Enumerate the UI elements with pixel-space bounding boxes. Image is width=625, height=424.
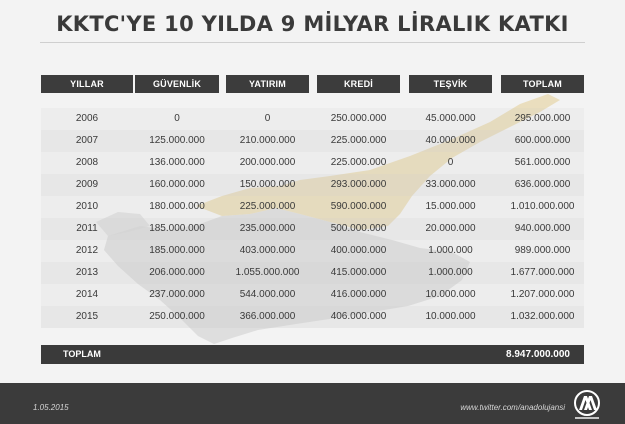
- table-cell-yatirim: 210.000.000: [239, 135, 296, 146]
- total-label: TOPLAM: [63, 349, 101, 359]
- table-cell-year: 2008: [75, 157, 99, 168]
- table-cell-tesvik: 10.000.000: [425, 289, 476, 300]
- table-cell-tesvik: 33.000.000: [425, 179, 476, 190]
- table-cell-guvenlik: 237.000.000: [149, 289, 205, 300]
- table-cell-toplam: 1.010.000.000: [510, 201, 575, 212]
- table-row: [41, 218, 584, 240]
- table-cell-kredi: 293.000.000: [330, 179, 387, 190]
- table-cell-guvenlik: 206.000.000: [149, 267, 205, 278]
- table-cell-tesvik: 0: [447, 157, 454, 168]
- table-cell-yatirim: 403.000.000: [239, 245, 296, 256]
- table-row: [41, 284, 584, 306]
- footer-date: 1.05.2015: [33, 403, 69, 412]
- table-cell-tesvik: 10.000.000: [425, 311, 476, 322]
- table-cell-toplam: 989.000.000: [514, 245, 571, 256]
- table-cell-guvenlik: 0: [174, 113, 180, 124]
- anadolu-agency-logo: [570, 388, 604, 422]
- table-cell-kredi: 415.000.000: [330, 267, 387, 278]
- footer-bar: [0, 383, 625, 424]
- table-cell-year: 2015: [75, 311, 99, 322]
- table-cell-tesvik: 15.000.000: [425, 201, 476, 212]
- table-cell-yatirim: 225.000.000: [239, 201, 296, 212]
- table-cell-kredi: 225.000.000: [330, 157, 387, 168]
- table-cell-year: 2010: [75, 201, 99, 212]
- table-cell-guvenlik: 185.000.000: [149, 245, 205, 256]
- table-row: [41, 130, 584, 152]
- table-cell-toplam: 561.000.000: [514, 157, 571, 168]
- table-row: [41, 152, 584, 174]
- header-cell-yillar: YILLAR: [41, 75, 133, 93]
- table-cell-toplam: 1.032.000.000: [510, 311, 575, 322]
- twitter-link[interactable]: www.twitter.com/anadolujansi: [460, 403, 565, 412]
- table-cell-yatirim: 1.055.000.000: [235, 267, 300, 278]
- table-cell-toplam: 600.000.000: [514, 135, 571, 146]
- table-cell-guvenlik: 180.000.000: [149, 201, 205, 212]
- table-row: [41, 262, 584, 284]
- table-cell-year: 2007: [75, 135, 99, 146]
- table-cell-year: 2006: [75, 113, 99, 124]
- table-cell-guvenlik: 160.000.000: [149, 179, 205, 190]
- table-cell-kredi: 400.000.000: [330, 245, 387, 256]
- table-cell-yatirim: 200.000.000: [239, 157, 296, 168]
- table-row: [41, 174, 584, 196]
- header-cell-kredi: KREDİ: [317, 75, 400, 93]
- header-cell-yatirim: YATIRIM: [226, 75, 309, 93]
- table-row: [41, 240, 584, 262]
- table-cell-yatirim: 0: [264, 113, 271, 124]
- table-cell-kredi: 406.000.000: [330, 311, 387, 322]
- table-cell-guvenlik: 250.000.000: [149, 311, 205, 322]
- table-row: [41, 108, 584, 130]
- total-row: [41, 345, 584, 364]
- table-cell-year: 2011: [76, 223, 98, 234]
- table-cell-guvenlik: 136.000.000: [149, 157, 205, 168]
- total-value: 8.947.000.000: [506, 349, 570, 360]
- page-title: KKTC'YE 10 YILDA 9 MİLYAR LİRALIK KATKI: [56, 12, 569, 36]
- table-cell-toplam: 636.000.000: [514, 179, 571, 190]
- table-cell-kredi: 225.000.000: [330, 135, 387, 146]
- table-cell-yatirim: 544.000.000: [239, 289, 296, 300]
- table-cell-yatirim: 235.000.000: [239, 223, 296, 234]
- table-cell-toplam: 1.677.000.000: [510, 267, 575, 278]
- table-row: [41, 306, 584, 328]
- table-cell-tesvik: 45.000.000: [425, 113, 476, 124]
- table-cell-kredi: 250.000.000: [330, 113, 387, 124]
- table-cell-toplam: 295.000.000: [514, 113, 571, 124]
- table-cell-tesvik: 40.000.000: [425, 135, 476, 146]
- table-cell-guvenlik: 185.000.000: [149, 223, 205, 234]
- table-cell-toplam: 1.207.000.000: [510, 289, 575, 300]
- table-cell-year: 2009: [75, 179, 99, 190]
- table-cell-toplam: 940.000.000: [514, 223, 571, 234]
- header-cell-toplam: TOPLAM: [501, 75, 584, 93]
- table-cell-kredi: 416.000.000: [330, 289, 387, 300]
- table-row: [41, 196, 584, 218]
- header-cell-tesvik: TEŞVİK: [409, 75, 492, 93]
- table-cell-guvenlik: 125.000.000: [149, 135, 205, 146]
- table-cell-tesvik: 20.000.000: [425, 223, 476, 234]
- table-cell-tesvik: 1.000.000: [428, 267, 473, 278]
- table-cell-yatirim: 366.000.000: [239, 311, 296, 322]
- table-cell-yatirim: 150.000.000: [239, 179, 296, 190]
- table-cell-kredi: 590.000.000: [330, 201, 387, 212]
- table-cell-year: 2013: [75, 267, 99, 278]
- table-cell-year: 2012: [75, 245, 99, 256]
- header-cell-guvenlik: GÜVENLİK: [135, 75, 219, 93]
- table-cell-tesvik: 1.000.000: [428, 245, 473, 256]
- table-header-row: [0, 75, 625, 93]
- table-cell-year: 2014: [75, 289, 99, 300]
- table-cell-kredi: 500.000.000: [330, 223, 387, 234]
